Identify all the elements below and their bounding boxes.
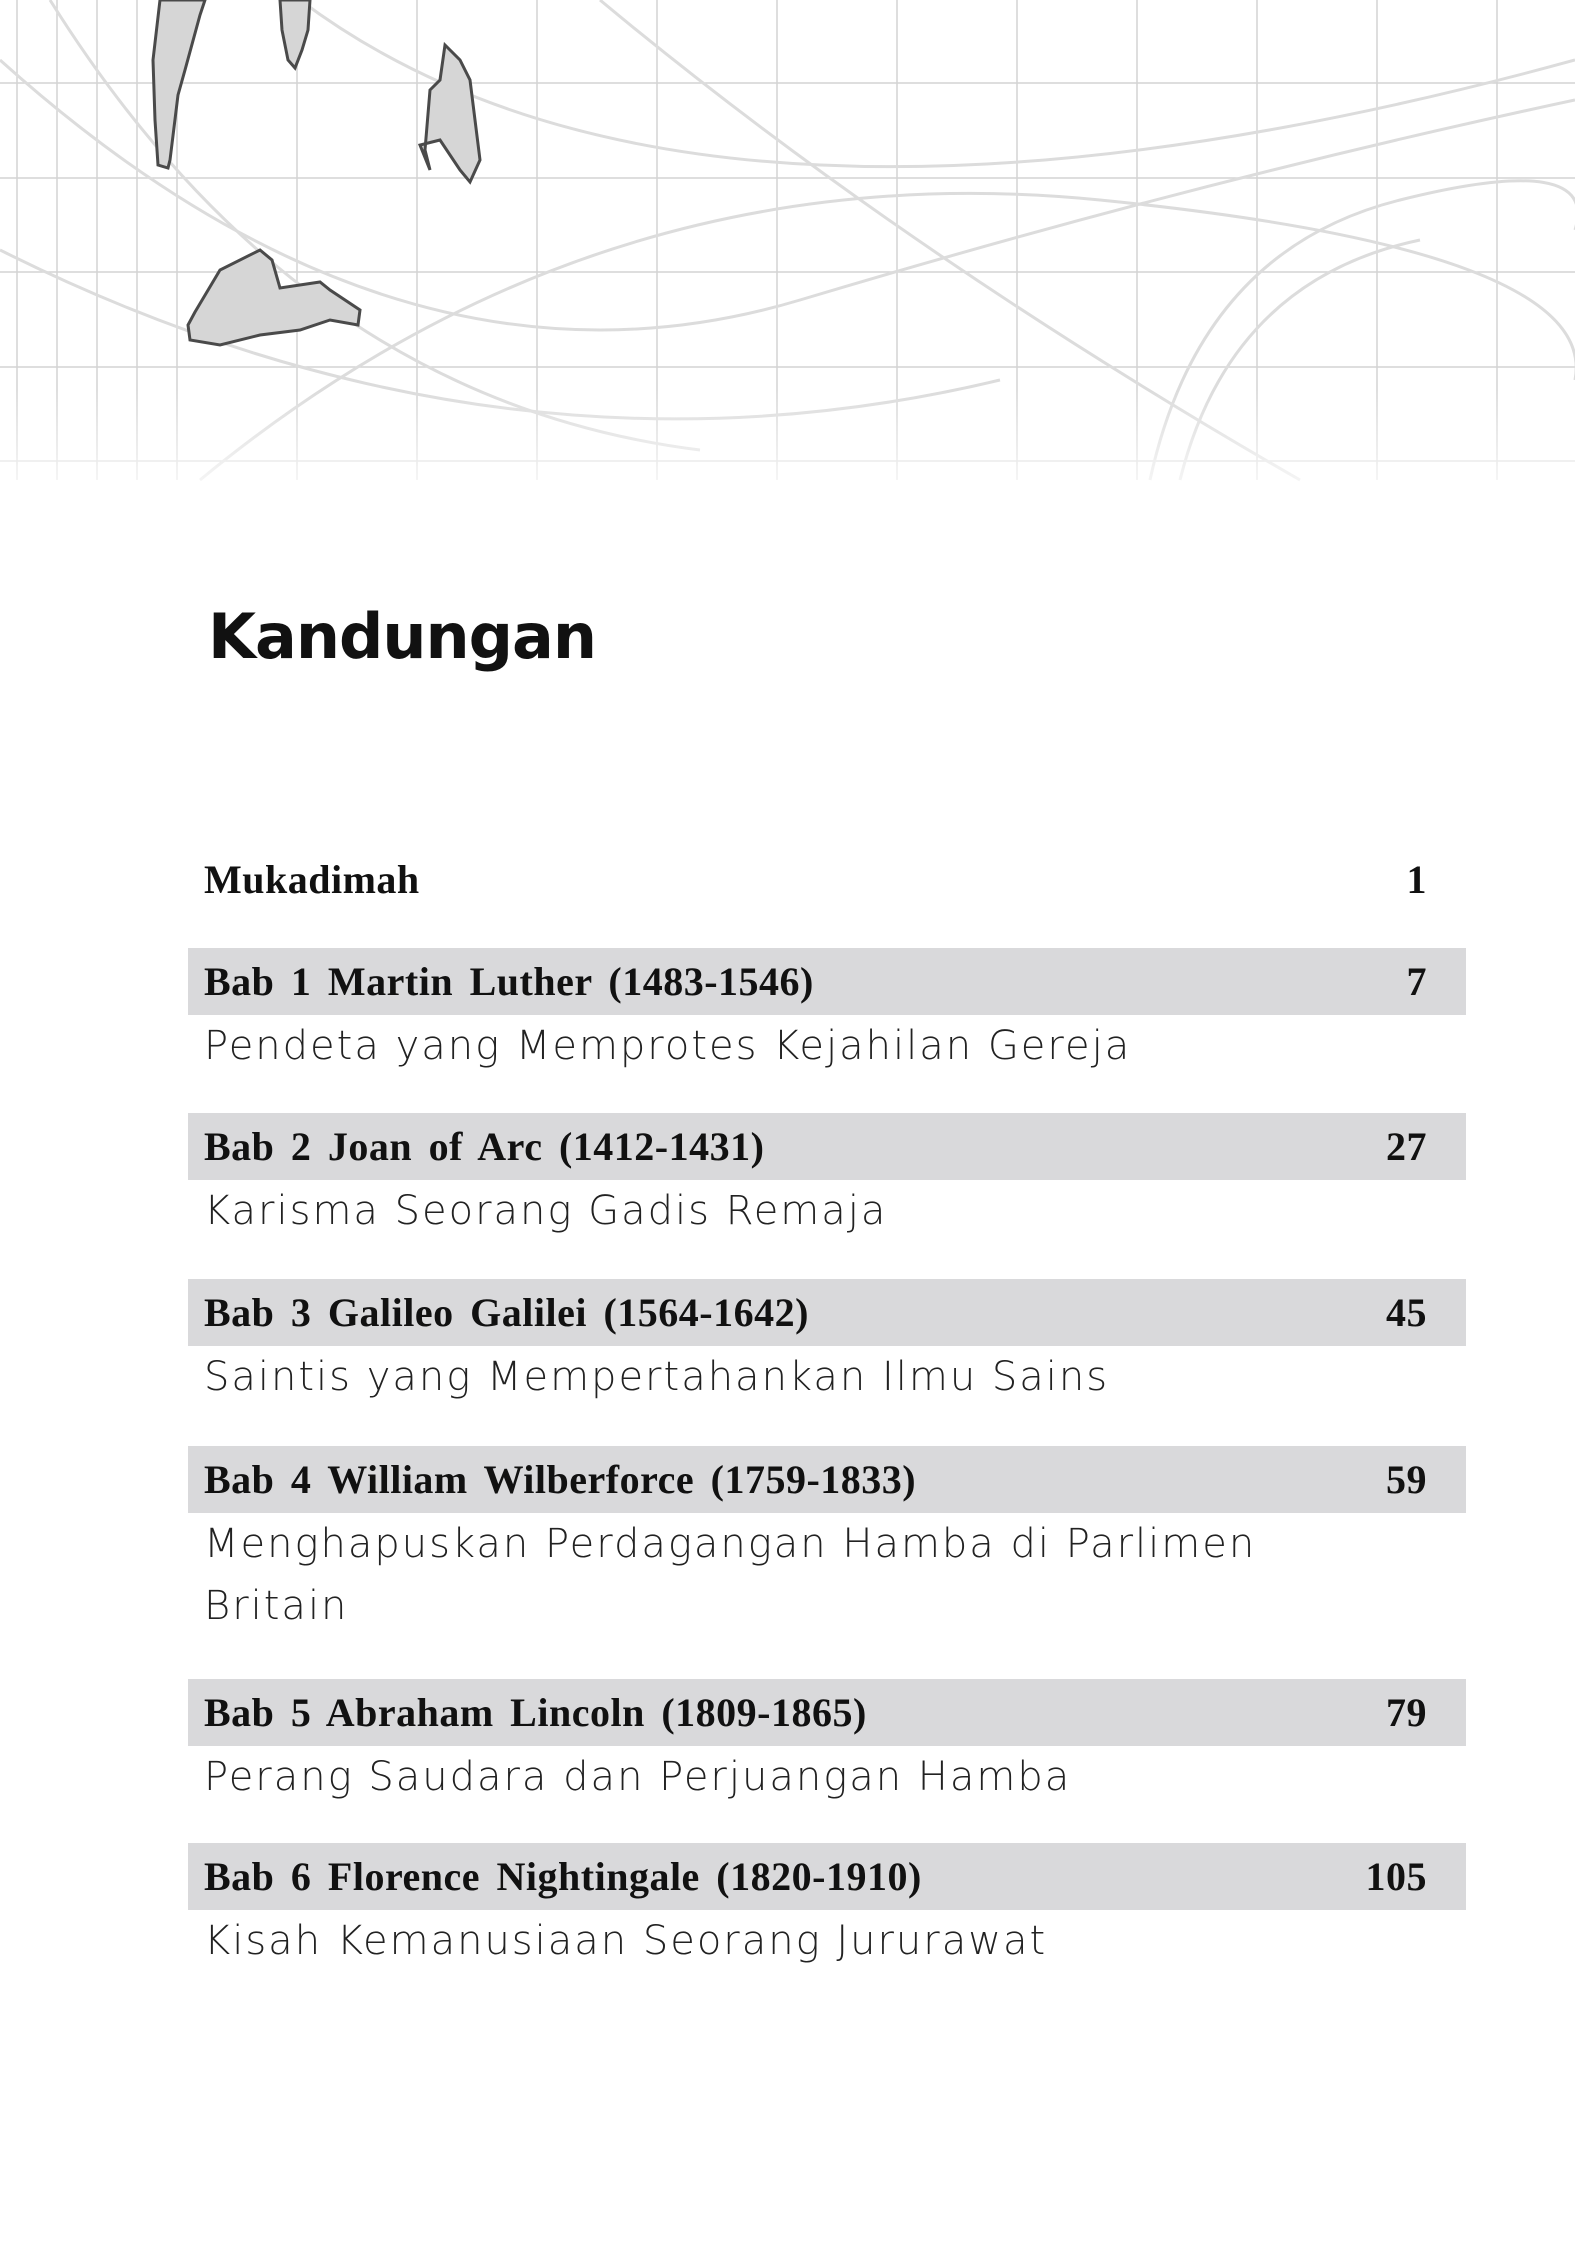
toc-page-number: 59: [1386, 1457, 1427, 1502]
toc-entry-bab-6[interactable]: [188, 1843, 1466, 1972]
toc-heading: Bab 5 Abraham Lincoln (1809-1865): [204, 1690, 867, 1735]
toc-subtitle: Kisah Kemanusiaan Seorang Jururawat: [204, 1918, 1048, 1964]
toc-page-number: 79: [1386, 1690, 1427, 1735]
toc-subtitle: Perang Saudara dan Perjuangan Hamba: [204, 1754, 1072, 1800]
toc-entry-bab-1[interactable]: [188, 948, 1466, 1077]
toc-heading: Bab 2 Joan of Arc (1412-1431): [204, 1124, 765, 1169]
toc-entry-bab-2[interactable]: [188, 1113, 1466, 1242]
toc-page-number: 45: [1386, 1290, 1427, 1335]
toc-heading: Mukadimah: [204, 857, 420, 902]
page-title: Kandungan: [208, 600, 597, 673]
toc-entry-bab-4[interactable]: [188, 1446, 1466, 1637]
toc-subtitle: Karisma Seorang Gadis Remaja: [204, 1188, 888, 1234]
toc-entry-bab-5[interactable]: [188, 1679, 1466, 1808]
toc-entry-mukadimah[interactable]: [188, 846, 1466, 913]
toc-heading: Bab 1 Martin Luther (1483-1546): [204, 959, 814, 1004]
toc-subtitle: Saintis yang Mempertahankan Ilmu Sains: [204, 1354, 1110, 1400]
toc-subtitle: Menghapuskan Perdagangan Hamba di Parlimen Britain: [204, 1521, 1257, 1629]
world-map-sketch-illustration: [0, 0, 1575, 520]
toc-subtitle: Pendeta yang Memprotes Kejahilan Gereja: [204, 1023, 1132, 1069]
toc-page-number: 1: [1406, 857, 1427, 902]
toc-heading: Bab 3 Galileo Galilei (1564-1642): [204, 1290, 809, 1335]
toc-page-number: 27: [1386, 1124, 1427, 1169]
toc-page-number: 7: [1406, 959, 1427, 1004]
toc-heading: Bab 6 Florence Nightingale (1820-1910): [204, 1854, 922, 1899]
toc-entry-bab-3[interactable]: [188, 1279, 1466, 1408]
toc-heading: Bab 4 William Wilberforce (1759-1833): [204, 1457, 917, 1502]
toc-page-number: 105: [1365, 1854, 1427, 1899]
